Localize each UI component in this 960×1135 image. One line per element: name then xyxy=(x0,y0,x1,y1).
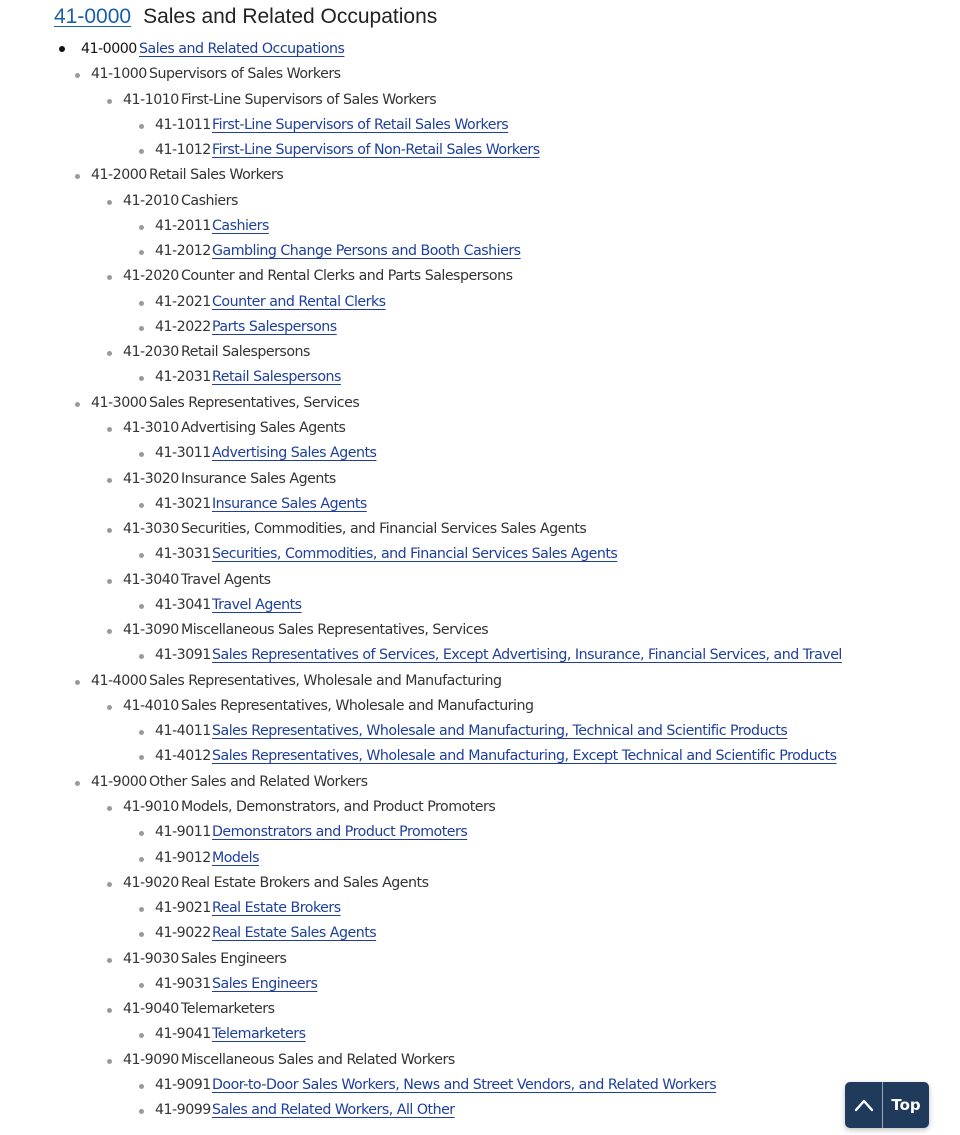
occupation-code: 41-4010 xyxy=(123,697,179,714)
bullet-icon xyxy=(107,1059,112,1064)
occupation-code: 41-9030 xyxy=(123,950,179,967)
bullet-icon xyxy=(107,705,112,710)
occupation-code: 41-9022 xyxy=(155,925,211,942)
occupation-row xyxy=(0,492,960,517)
bullet-icon xyxy=(107,882,112,887)
bullet-icon xyxy=(75,402,80,407)
occupation-code: 41-9041 xyxy=(155,1026,211,1043)
occupation-group-title: Miscellaneous Sales Representatives, Services xyxy=(181,622,489,639)
occupation-link[interactable]: Demonstrators and Product Promoters xyxy=(212,824,468,841)
occupation-group-title: Retail Salespersons xyxy=(181,344,310,361)
occupation-code: 41-3031 xyxy=(155,546,211,563)
occupation-group-title: Sales Representatives, Services xyxy=(149,394,360,411)
occupation-link[interactable]: Sales Representatives of Services, Except Advertising, Insurance, Financial Services, and Travel xyxy=(212,647,842,664)
occupation-link[interactable]: Travel Agents xyxy=(212,596,302,613)
occupation-group-title: Cashiers xyxy=(181,192,238,209)
occupation-link[interactable]: Insurance Sales Agents xyxy=(212,495,367,512)
occupation-row xyxy=(0,290,960,315)
occupation-code: 41-1010 xyxy=(123,91,179,108)
occupation-code: 41-2030 xyxy=(123,344,179,361)
occupation-group-title: First-Line Supervisors of Sales Workers xyxy=(181,91,437,108)
occupation-code: 41-9011 xyxy=(155,824,211,841)
bullet-icon xyxy=(139,553,144,558)
bullet-icon xyxy=(107,351,112,356)
occupation-row xyxy=(0,113,960,138)
bullet-icon xyxy=(75,174,80,179)
occupation-code: 41-2000 xyxy=(91,167,147,184)
occupation-group-title: Travel Agents xyxy=(181,571,271,588)
occupation-row xyxy=(0,340,960,365)
occupation-row xyxy=(0,669,960,694)
bullet-icon xyxy=(107,275,112,280)
occupation-code: 41-4000 xyxy=(91,672,147,689)
occupation-code: 41-3091 xyxy=(155,647,211,664)
bullet-icon xyxy=(139,326,144,331)
occupation-link[interactable]: First-Line Supervisors of Retail Sales Workers xyxy=(212,116,509,133)
occupation-row xyxy=(0,138,960,163)
occupation-code: 41-0000 xyxy=(81,41,137,57)
occupation-code: 41-2010 xyxy=(123,192,179,209)
occupation-code: 41-9031 xyxy=(155,975,211,992)
occupation-code: 41-9012 xyxy=(155,849,211,866)
occupation-row xyxy=(0,972,960,997)
occupation-row xyxy=(0,214,960,239)
occupation-group-title: Real Estate Brokers and Sales Agents xyxy=(181,874,429,891)
occupation-row xyxy=(0,846,960,871)
bullet-icon xyxy=(139,654,144,659)
occupation-code: 41-2011 xyxy=(155,217,211,234)
bullet-icon xyxy=(107,579,112,584)
occupation-link[interactable]: Counter and Rental Clerks xyxy=(212,293,386,310)
bullet-icon xyxy=(139,1109,144,1114)
occupation-code: 41-2020 xyxy=(123,268,179,285)
occupation-code: 41-3010 xyxy=(123,419,179,436)
occupation-link[interactable]: Sales Representatives, Wholesale and Manufacturing, Technical and Scientific Products xyxy=(212,723,788,740)
bullet-icon xyxy=(107,200,112,205)
bullet-icon xyxy=(107,806,112,811)
back-to-top-label: Top xyxy=(891,1096,921,1114)
occupation-group-title: Models, Demonstrators, and Product Promoters xyxy=(181,798,496,815)
bullet-icon xyxy=(139,857,144,862)
occupation-group-title: Supervisors of Sales Workers xyxy=(149,66,341,83)
occupation-link[interactable]: Sales and Related Workers, All Other xyxy=(212,1102,455,1119)
occupation-code: 41-2012 xyxy=(155,243,211,260)
occupation-code: 41-9040 xyxy=(123,1001,179,1018)
occupation-code: 41-3011 xyxy=(155,445,211,462)
bullet-icon xyxy=(75,73,80,78)
occupation-tree xyxy=(0,37,960,1123)
occupation-group-title: Retail Sales Workers xyxy=(149,167,284,184)
bullet-icon xyxy=(59,46,65,52)
bullet-icon xyxy=(139,225,144,230)
occupation-group-title: Insurance Sales Agents xyxy=(181,470,336,487)
occupation-link[interactable]: Telemarketers xyxy=(212,1026,306,1043)
bullet-icon xyxy=(139,301,144,306)
bullet-icon xyxy=(75,781,80,786)
occupation-row xyxy=(0,1048,960,1073)
bullet-icon xyxy=(139,250,144,255)
occupation-row xyxy=(0,467,960,492)
occupation-group-title: Sales Representatives, Wholesale and Manufacturing xyxy=(181,697,534,714)
occupation-link[interactable]: Parts Salespersons xyxy=(212,318,337,335)
occupation-row xyxy=(0,719,960,744)
occupation-group-title: Sales Representatives, Wholesale and Manufacturing xyxy=(149,672,502,689)
bullet-icon xyxy=(139,907,144,912)
occupation-code: 41-3090 xyxy=(123,622,179,639)
occupation-code: 41-3000 xyxy=(91,394,147,411)
occupation-row xyxy=(0,37,960,62)
occupation-row xyxy=(0,441,960,466)
bullet-icon xyxy=(139,503,144,508)
occupation-row xyxy=(0,391,960,416)
occupation-row xyxy=(0,896,960,921)
occupation-link[interactable]: Gambling Change Persons and Booth Cashiers xyxy=(212,243,521,260)
occupation-code: 41-9099 xyxy=(155,1102,211,1119)
occupation-code: 41-1012 xyxy=(155,142,211,159)
occupation-row xyxy=(0,694,960,719)
bullet-icon xyxy=(107,958,112,963)
occupation-row xyxy=(0,770,960,795)
occupation-row xyxy=(0,189,960,214)
bullet-icon xyxy=(139,1084,144,1089)
bullet-icon xyxy=(139,755,144,760)
page-heading-code-link[interactable]: 41-0000 xyxy=(54,5,132,28)
occupation-row xyxy=(0,315,960,340)
page-heading xyxy=(54,3,437,31)
occupation-group-title: Advertising Sales Agents xyxy=(181,419,346,436)
occupation-code: 41-9020 xyxy=(123,874,179,891)
occupation-group-title: Telemarketers xyxy=(181,1001,275,1018)
bullet-icon xyxy=(107,629,112,634)
occupation-row xyxy=(0,997,960,1022)
bullet-icon xyxy=(139,124,144,129)
occupation-code: 41-9091 xyxy=(155,1076,211,1093)
bullet-icon xyxy=(139,730,144,735)
bullet-icon xyxy=(107,427,112,432)
occupation-row xyxy=(0,820,960,845)
occupation-link[interactable]: Real Estate Sales Agents xyxy=(212,925,377,942)
occupation-row xyxy=(0,568,960,593)
occupation-row xyxy=(0,1073,960,1098)
bullet-icon xyxy=(139,604,144,609)
occupation-group-title: Securities, Commodities, and Financial Services Sales Agents xyxy=(181,521,587,538)
bullet-icon xyxy=(139,452,144,457)
occupation-code: 41-3040 xyxy=(123,571,179,588)
occupation-code: 41-4012 xyxy=(155,748,211,765)
occupation-row xyxy=(0,88,960,113)
bullet-icon xyxy=(107,528,112,533)
occupation-code: 41-2022 xyxy=(155,318,211,335)
occupation-group-title: Other Sales and Related Workers xyxy=(149,773,368,790)
occupation-link[interactable]: Door-to-Door Sales Workers, News and Street Vendors, and Related Workers xyxy=(212,1076,717,1093)
occupation-link[interactable]: Real Estate Brokers xyxy=(212,900,341,917)
page-heading-title: Sales and Related Occupations xyxy=(143,5,438,28)
occupation-row xyxy=(0,365,960,390)
occupation-row xyxy=(0,1022,960,1047)
occupation-code: 41-3030 xyxy=(123,521,179,538)
occupation-row xyxy=(0,795,960,820)
occupation-code: 41-1011 xyxy=(155,116,211,133)
occupation-code: 41-4011 xyxy=(155,723,211,740)
occupation-code: 41-9000 xyxy=(91,773,147,790)
occupation-row xyxy=(0,542,960,567)
bullet-icon xyxy=(107,99,112,104)
bullet-icon xyxy=(107,1008,112,1013)
back-to-top-button[interactable] xyxy=(845,1082,929,1128)
occupation-group-title: Miscellaneous Sales and Related Workers xyxy=(181,1051,455,1068)
occupation-code: 41-2031 xyxy=(155,369,211,386)
occupation-code: 41-2021 xyxy=(155,293,211,310)
occupation-code: 41-3020 xyxy=(123,470,179,487)
occupation-code: 41-9010 xyxy=(123,798,179,815)
occupation-row xyxy=(0,643,960,668)
occupation-link[interactable]: Retail Salespersons xyxy=(212,369,341,386)
bullet-icon xyxy=(107,478,112,483)
occupation-row xyxy=(0,264,960,289)
bullet-icon xyxy=(139,149,144,154)
occupation-link[interactable]: Securities, Commodities, and Financial Services Sales Agents xyxy=(212,546,618,563)
occupation-row xyxy=(0,593,960,618)
bullet-icon xyxy=(139,932,144,937)
occupation-link[interactable]: Models xyxy=(212,849,259,866)
occupation-code: 41-3021 xyxy=(155,495,211,512)
occupation-row xyxy=(0,871,960,896)
occupation-row xyxy=(0,62,960,87)
occupation-link[interactable]: Advertising Sales Agents xyxy=(212,445,377,462)
occupation-group-title: Sales Engineers xyxy=(181,950,287,967)
bullet-icon xyxy=(139,376,144,381)
occupation-link[interactable]: Sales Engineers xyxy=(212,975,318,992)
chevron-up-icon xyxy=(845,1082,883,1128)
occupation-link[interactable]: Sales and Related Occupations xyxy=(139,41,345,57)
occupation-row xyxy=(0,618,960,643)
occupation-row xyxy=(0,239,960,264)
occupation-row xyxy=(0,947,960,972)
occupation-link[interactable]: Sales Representatives, Wholesale and Manufacturing, Except Technical and Scientific Products xyxy=(212,748,837,765)
bullet-icon xyxy=(139,983,144,988)
occupation-link[interactable]: Cashiers xyxy=(212,217,269,234)
occupation-row xyxy=(0,921,960,946)
bullet-icon xyxy=(75,680,80,685)
occupation-code: 41-3041 xyxy=(155,596,211,613)
occupation-code: 41-9090 xyxy=(123,1051,179,1068)
occupation-row xyxy=(0,1098,960,1123)
occupation-code: 41-9021 xyxy=(155,900,211,917)
occupation-link[interactable]: First-Line Supervisors of Non-Retail Sales Workers xyxy=(212,142,540,159)
occupation-group-title: Counter and Rental Clerks and Parts Salespersons xyxy=(181,268,513,285)
occupation-code: 41-1000 xyxy=(91,66,147,83)
occupation-row xyxy=(0,517,960,542)
bullet-icon xyxy=(139,1033,144,1038)
bullet-icon xyxy=(139,831,144,836)
occupation-row xyxy=(0,744,960,769)
occupation-row xyxy=(0,163,960,188)
occupation-row xyxy=(0,416,960,441)
